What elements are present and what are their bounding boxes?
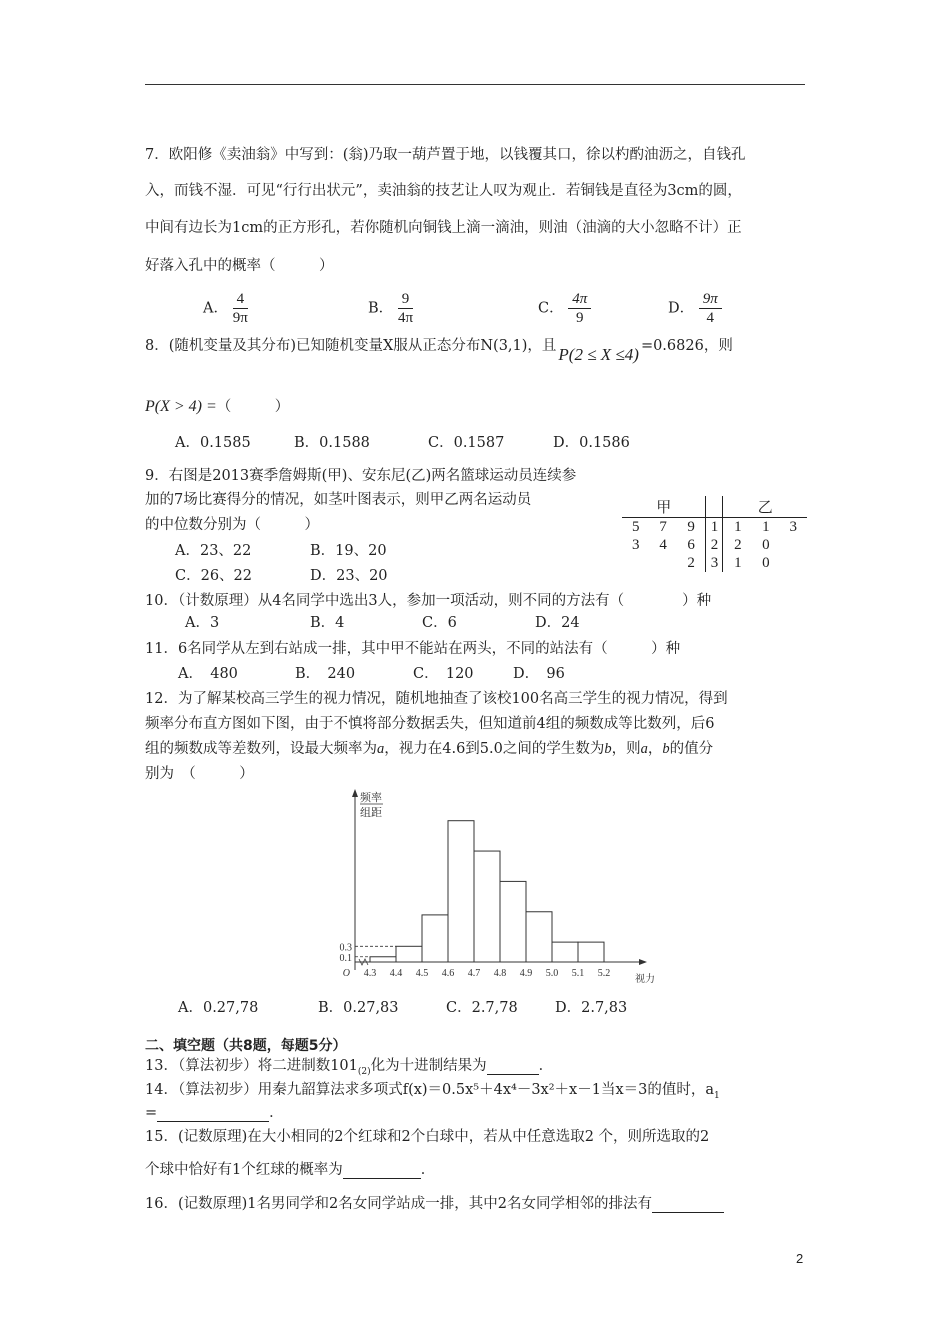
x-tick-label: 4.6 <box>441 968 455 979</box>
x-tick-label: 4.9 <box>519 968 533 979</box>
q8-line-1 <box>145 334 733 364</box>
q12-line-3: 组的频数成等差数列，设最大频率为a，视力在4.6到5.0之间的学生数为b，则a，b的值分 <box>145 741 714 757</box>
option-label: A． <box>203 300 228 317</box>
q13-text-c: ． <box>538 1058 554 1074</box>
leaf: 7 <box>659 518 667 535</box>
q9-line-2: 加的7场比赛得分的情况，如茎叶图表示，则甲乙两名运动员 <box>145 492 532 508</box>
leaf <box>649 554 676 572</box>
histogram-bar <box>474 851 500 962</box>
q10-option-a[interactable]: A．3 <box>185 615 220 631</box>
q9-line-3: 的中位数分别为（ ） <box>145 517 319 533</box>
section-title: 二、填空题（共8题，每题5分） <box>145 1038 347 1054</box>
leaf: 0 <box>762 536 770 553</box>
var-a: a <box>640 741 648 757</box>
stem-leaf-plot <box>622 496 807 572</box>
q12-text: ，则 <box>611 741 641 757</box>
leaf: 3 <box>789 518 798 535</box>
y-axis-arrow <box>352 789 358 797</box>
numerator: 4 <box>233 290 249 309</box>
q8-text-a: 8．(随机变量及其分布)已知随机变量X服从正态分布N(3,1)，且 <box>145 338 557 354</box>
x-tick-label: 4.4 <box>389 968 403 979</box>
base-subscript: (2) <box>357 1066 371 1077</box>
q9-option-b[interactable]: B．19、20 <box>310 543 387 559</box>
stem-right-header: 乙 <box>723 496 807 518</box>
stem-header-stem <box>706 496 723 518</box>
q8-option-d[interactable]: D．0.1586 <box>553 435 630 451</box>
q9-option-a[interactable]: A．23、22 <box>175 543 252 559</box>
leaf: 5 <box>631 518 640 535</box>
q7-option-c[interactable] <box>538 290 591 327</box>
q8-option-c[interactable]: C．0.1587 <box>428 435 505 451</box>
q8-option-b[interactable]: B．0.1588 <box>294 435 370 451</box>
q7-option-b[interactable] <box>368 290 413 327</box>
leaf: 4 <box>659 536 667 553</box>
histogram <box>325 785 665 985</box>
q12-text: ，视力在4.6到5.0之间的学生数为 <box>384 741 605 757</box>
histogram-bar <box>578 942 604 962</box>
q15-line-1: 15．(记数原理)在大小相同的2个红球和2个白球中，若从中任意选取2 个，则所选取的2 <box>145 1129 710 1145</box>
x-tick-label: 4.3 <box>363 968 377 979</box>
header-rule <box>145 84 805 85</box>
q8-formula-2: P(X > 4) = <box>145 398 217 415</box>
option-label: D． <box>668 300 695 317</box>
stem: 2 <box>706 536 723 554</box>
numerator: 4π <box>568 290 591 309</box>
answer-blank[interactable] <box>487 1058 539 1075</box>
q12-line-1: 12．为了解某校高三学生的视力情况，随机地抽查了该校100名高三学生的视力情况，得到 <box>145 691 728 707</box>
q12-option-c[interactable]: C．2.7,78 <box>446 1000 518 1016</box>
histogram-bar <box>370 957 396 962</box>
q9-line-1: 9．右图是2013赛季詹姆斯(甲)、安东尼(乙)两名篮球运动员连续参 <box>145 468 577 484</box>
q8-paren: （ ） <box>216 399 290 415</box>
q7-option-d[interactable] <box>668 290 722 327</box>
denominator: 4 <box>706 310 714 326</box>
x-tick-label: 5.2 <box>597 968 611 979</box>
x-tick-label: 5.0 <box>545 968 559 979</box>
period: ． <box>420 1162 436 1178</box>
q11-option-c[interactable]: C． 120 <box>413 666 474 682</box>
q13-text-a: 13．（算法初步）将二进制数101 <box>145 1058 358 1074</box>
denominator: 9 <box>575 310 584 326</box>
q12-text: 组的频数成等差数列，设最大频率为 <box>145 741 377 757</box>
y-label-top: 频率 <box>360 791 382 804</box>
q11-option-b[interactable]: B． 240 <box>295 666 356 682</box>
a-subscript: 1 <box>714 1090 720 1101</box>
denominator: 4π <box>397 310 414 326</box>
stem: 1 <box>706 518 723 537</box>
leaf: 1 <box>762 518 770 535</box>
var-a: a <box>377 741 385 757</box>
q9-option-c[interactable]: C．26、22 <box>175 568 252 584</box>
var-b: b <box>662 741 670 757</box>
option-label: C． <box>538 300 564 317</box>
q11-text: 11．6名同学从左到右站成一排，其中甲不能站在两头，不同的站法有（ ）种 <box>145 641 681 657</box>
q8-option-a[interactable]: A．0.1585 <box>175 435 251 451</box>
fraction <box>233 290 249 327</box>
q13-text-b: 化为十进制结果为 <box>370 1058 487 1074</box>
leaf: 2 <box>734 536 742 553</box>
axis-break-mark <box>359 959 368 965</box>
q7-option-a[interactable] <box>203 290 248 327</box>
x-axis-label: 视力 <box>635 974 655 985</box>
fraction <box>398 290 414 327</box>
y-tick-label: 0.1 <box>339 952 352 964</box>
q8-formula: P(2 ≤ X ≤4) <box>558 345 639 364</box>
q16-text-a: 16．(记数原理)1名男同学和2名女同学站成一排，其中2名女同学相邻的排法有 <box>145 1196 652 1212</box>
answer-blank[interactable] <box>343 1162 421 1179</box>
leaf: 9 <box>687 518 695 535</box>
fraction <box>699 290 722 327</box>
fraction <box>568 290 591 327</box>
y-tick-label: 0.3 <box>339 942 352 954</box>
option-label: B． <box>368 300 394 317</box>
numerator: 9π <box>699 290 722 309</box>
x-axis-arrow <box>639 959 647 965</box>
leaf: 3 <box>631 536 640 553</box>
q15-line-2 <box>145 1158 435 1179</box>
q12-option-b[interactable]: B．0.27,83 <box>318 1000 399 1016</box>
leaf: 1 <box>734 518 742 535</box>
q14-text <box>145 1078 720 1101</box>
q7-line-4: 好落入孔中的概率（ ） <box>145 258 334 274</box>
q11-option-d[interactable]: D． 96 <box>513 666 565 682</box>
histogram-bar <box>552 942 578 962</box>
answer-blank[interactable] <box>652 1196 724 1213</box>
leaf <box>780 536 807 554</box>
answer-blank[interactable] <box>157 1105 269 1122</box>
period: ． <box>269 1105 284 1121</box>
q14-text-a: 14．（算法初步）用秦九韶算法求多项式f(x)＝0.5x⁵＋4x⁴－3x²＋x－1当x＝3的值时，a <box>145 1082 714 1098</box>
q10-option-b[interactable]: B．4 <box>310 615 345 631</box>
q14-line-2 <box>145 1101 284 1122</box>
x-tick-label: 4.7 <box>467 968 481 979</box>
q15-text: 个球中恰好有1个红球的概率为 <box>145 1162 343 1178</box>
q12-option-d[interactable]: D．2.7,83 <box>555 1000 628 1016</box>
x-tick-label: 5.1 <box>571 968 585 979</box>
page-number: 2 <box>796 1251 804 1266</box>
q10-option-d[interactable]: D．24 <box>535 615 580 631</box>
q13-text <box>145 1054 553 1077</box>
q7-line-3: 中间有边长为1cm的正方形孔，若你随机向铜钱上滴一滴油，则油（油滴的大小忽略不计）正 <box>145 220 742 236</box>
q12-text: 的值分 <box>669 741 714 757</box>
leaf: 0 <box>762 554 770 571</box>
q16-text <box>145 1192 724 1213</box>
leaf: 2 <box>687 554 695 571</box>
q7-line-2: 入，而钱不湿．可见“行行出状元”，卖油翁的技艺让人叹为观止．若铜钱是直径为3cm的圆， <box>145 183 742 199</box>
q11-option-a[interactable]: A． 480 <box>178 666 238 682</box>
histogram-bar <box>396 946 422 962</box>
histogram-bar <box>448 821 474 962</box>
histogram-bar <box>526 912 552 962</box>
stem: 3 <box>706 554 723 572</box>
x-tick-label: 4.8 <box>493 968 507 979</box>
leaf <box>780 554 807 572</box>
y-label-bottom: 组距 <box>360 806 382 819</box>
leaf: 1 <box>734 554 742 571</box>
var-b: b <box>604 741 612 757</box>
histogram-bar <box>422 915 448 962</box>
q12-option-a[interactable]: A．0.27,78 <box>178 1000 259 1016</box>
q8-text-b: =0.6826，则 <box>640 338 733 354</box>
q7-line-1: 7．欧阳修《卖油翁》中写到：(翁)乃取一葫芦置于地，以钱覆其口，徐以杓酌油沥之，自钱孔 <box>145 147 746 163</box>
x-tick-label: 4.5 <box>415 968 429 979</box>
origin-label: O <box>342 968 350 979</box>
q10-option-c[interactable]: C．6 <box>422 615 457 631</box>
numerator: 9 <box>398 290 414 309</box>
leaf: 6 <box>687 536 695 553</box>
denominator: 9π <box>232 310 248 326</box>
equals-sign: = <box>145 1105 158 1121</box>
stem-left-header: 甲 <box>622 496 706 518</box>
q10-text: 10．（计数原理）从4名同学中选出3人，参加一项活动，则不同的方法有（ ）种 <box>145 593 712 609</box>
q12-line-2: 频率分布直方图如下图，由于不慎将部分数据丢失，但知道前4组的频数成等比数列，后6 <box>145 716 715 732</box>
histogram-bar <box>500 881 526 962</box>
leaf <box>622 554 649 572</box>
q12-line-4: 别为 （ ） <box>145 766 254 782</box>
q9-option-d[interactable]: D．23、20 <box>310 568 388 584</box>
q8-line-2 <box>145 395 289 416</box>
